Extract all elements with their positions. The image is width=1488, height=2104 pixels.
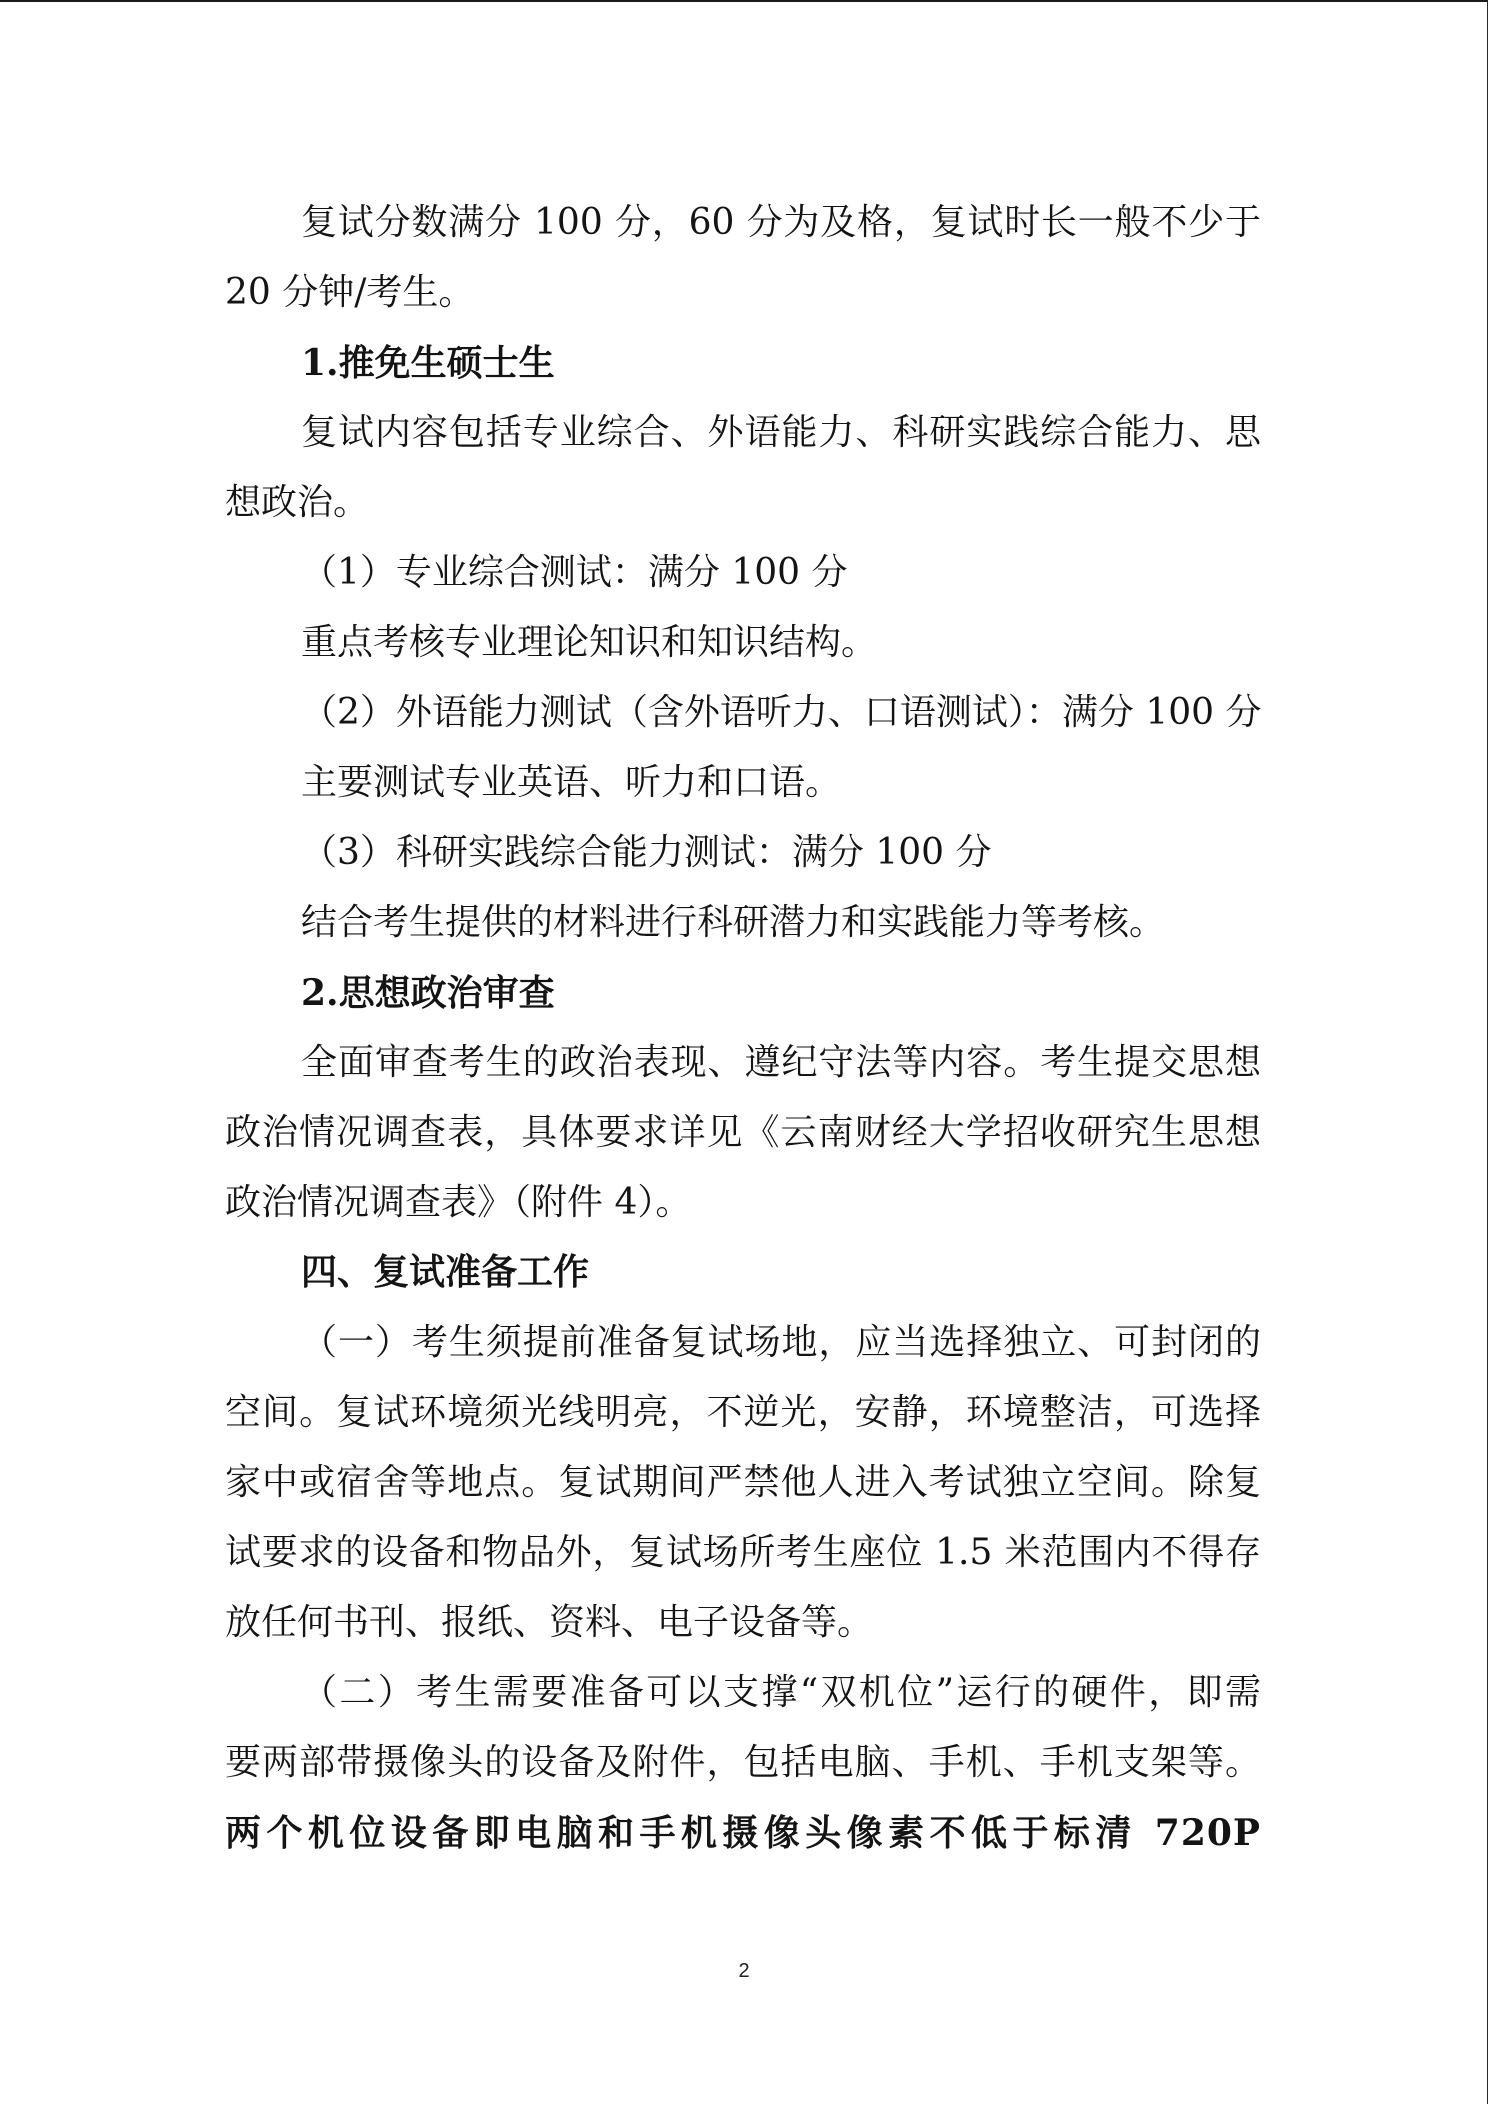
body-line: 试要求的设备和物品外，复试场所考生座位 1.5 米范围内不得存	[225, 1532, 1261, 1573]
body-line: 想政治。	[225, 482, 370, 523]
list-item-desc: 结合考生提供的材料进行科研潜力和实践能力等考核。	[301, 902, 1166, 943]
body-line: 家中或宿舍等地点。复试期间严禁他人进入考试独立空间。除复	[225, 1462, 1261, 1503]
body-line: 20 分钟/考生。	[225, 272, 475, 313]
section-heading: 1.推免生硕士生	[301, 342, 555, 384]
body-line: 政治情况调查表》（附件 4）。	[225, 1182, 692, 1223]
page-number: 2	[738, 1960, 750, 1982]
section-heading: 2.思想政治审查	[301, 972, 555, 1014]
list-item-title: （1）专业综合测试：满分 100 分	[301, 552, 848, 593]
body-line: （二）考生需要准备可以支撑“双机位”运行的硬件，即需	[301, 1672, 1261, 1713]
body-line: 政治情况调查表，具体要求详见《云南财经大学招收研究生思想	[225, 1112, 1261, 1153]
body-line-emphasis: 两个机位设备即电脑和手机摄像头像素不低于标清 720P	[225, 1812, 1261, 1854]
list-item-desc: 主要测试专业英语、听力和口语。	[301, 762, 842, 803]
part-heading: 四、复试准备工作	[301, 1252, 590, 1293]
list-item-title: （3）科研实践综合能力测试：满分 100 分	[301, 832, 992, 873]
body-line: 全面审查考生的政治表现、遵纪守法等内容。考生提交思想	[301, 1042, 1261, 1083]
body-line: 复试内容包括专业综合、外语能力、科研实践综合能力、思	[301, 412, 1261, 453]
document-body	[225, 188, 1261, 1868]
body-line: 要两部带摄像头的设备及附件，包括电脑、手机、手机支架等。	[225, 1742, 1261, 1783]
body-line: 空间。复试环境须光线明亮，不逆光，安静，环境整洁，可选择	[225, 1392, 1261, 1433]
list-item-title: （2）外语能力测试（含外语听力、口语测试）：满分 100 分	[301, 692, 1262, 733]
body-line: 放任何书刊、报纸、资料、电子设备等。	[225, 1602, 874, 1643]
body-line: 复试分数满分 100 分，60 分为及格，复试时长一般不少于	[301, 202, 1261, 243]
list-item-desc: 重点考核专业理论知识和知识结构。	[301, 622, 878, 663]
body-line: （一）考生须提前准备复试场地，应当选择独立、可封闭的	[301, 1322, 1261, 1363]
